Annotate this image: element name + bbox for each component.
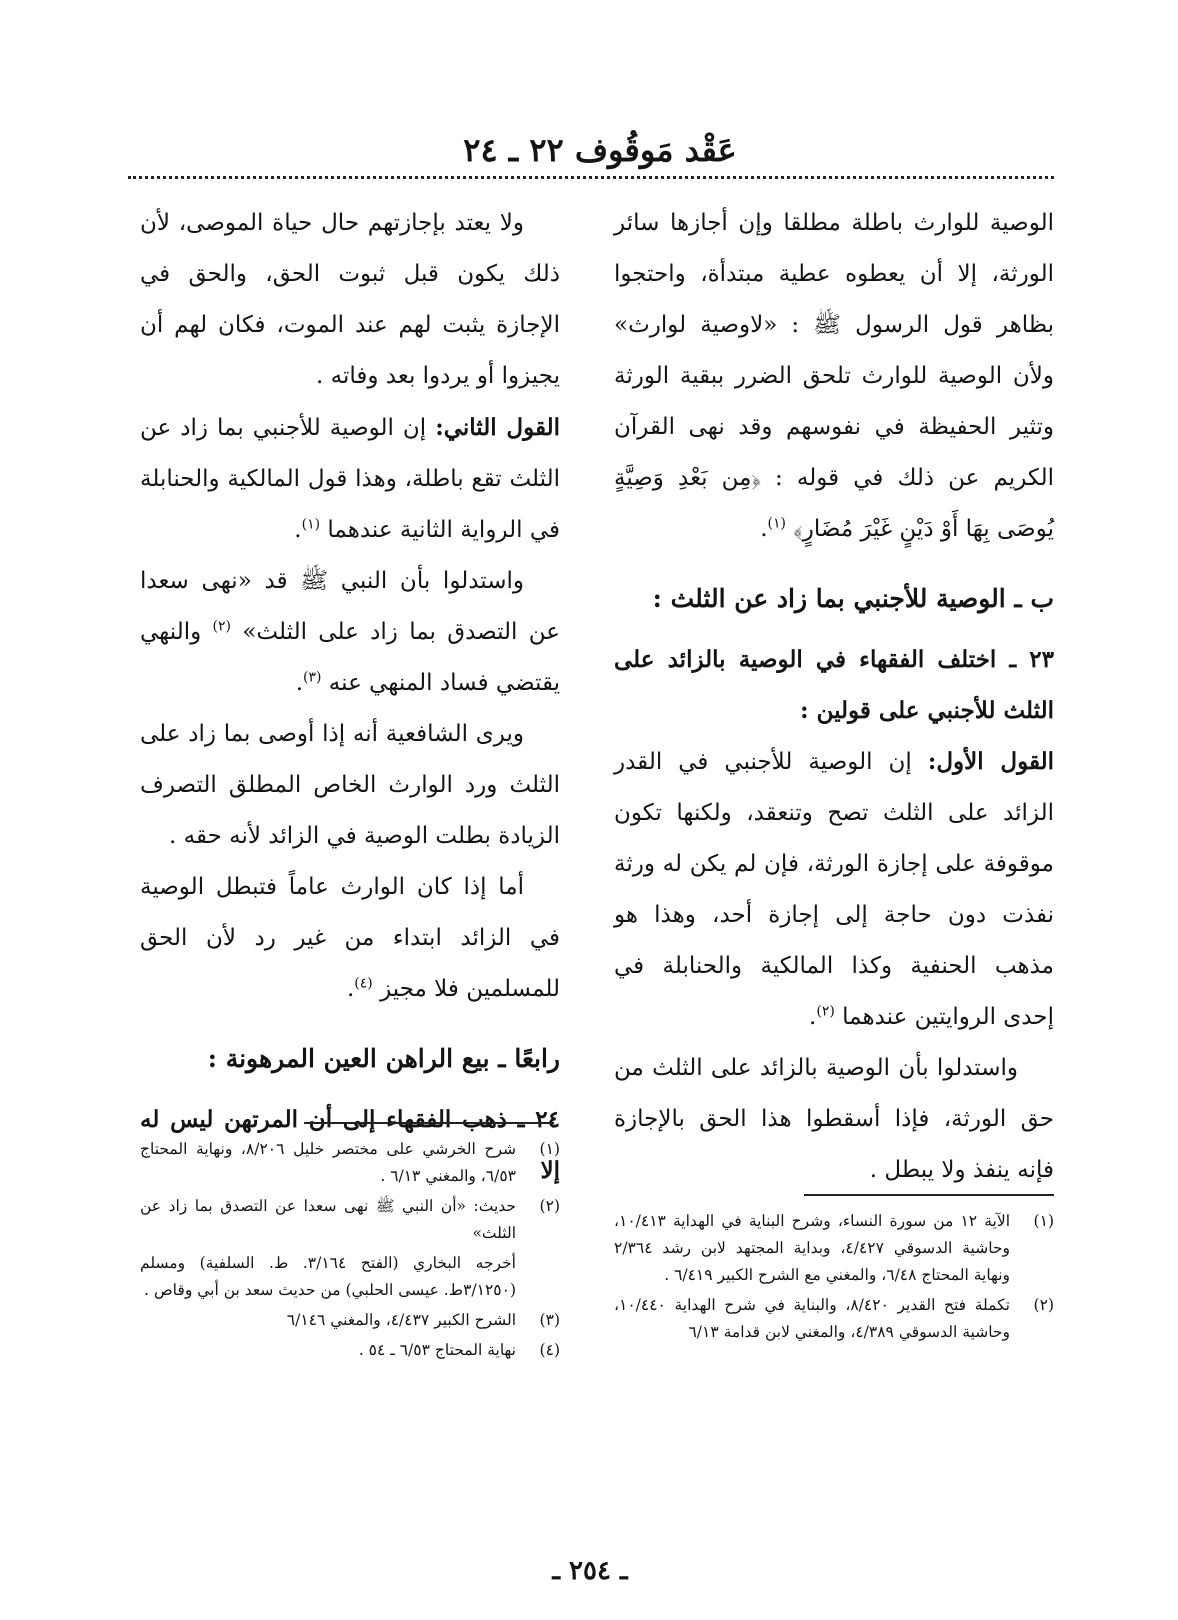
page-header-title: عَقْد مَوقُوف ٢٢ ـ ٢٤ bbox=[463, 131, 737, 169]
footnote-item bbox=[614, 1208, 1054, 1289]
footnotes-right bbox=[614, 1208, 1054, 1349]
paragraph-23-lead: ٢٣ ـ اختلف الفقهاء في الوصية بالزائد على الثلث للأجنبي على قولين : bbox=[614, 646, 1054, 724]
footnote-rule-left bbox=[304, 1122, 554, 1124]
right-paragraph-1 bbox=[614, 198, 1054, 555]
footnote-text: تكملة فتح القدير ٨/٤٢٠، والبناية في شرح الهداية ١٠/٤٤٠، وحاشية الدسوقي ٤/٣٨٩، والمغني لابن قدامة ٦/١٣ bbox=[614, 1296, 1010, 1341]
footnote-rule-right bbox=[804, 1194, 1054, 1196]
general-heir-end: . bbox=[346, 976, 355, 1002]
left-paragraph-1: ولا يعتد بإجازتهم حال حياة الموصى، لأن ذلك يكون قبل ثبوت الحق، والحق في الإجازة يثبت لهم عند الموت، فكان لهم أن يجيزوا أو يردوا بعد وفاته . bbox=[140, 210, 560, 389]
footnote-text: نهاية المحتاج ٦/٥٣ ـ ٥٤ . bbox=[358, 1341, 516, 1359]
opinion-2-label: القول الثاني: bbox=[435, 414, 560, 441]
footnote-text: شرح الخرشي على مختصر خليل ٨/٢٠٦، ونهاية المحتاج ٦/٥٣، والمغني ٦/١٣ . bbox=[140, 1140, 516, 1185]
opinion-2-evidence-mid: والنهي يقتضي فساد المنهي عنه bbox=[140, 619, 560, 696]
footnote-text: الآية ١٢ من سورة النساء، وشرح البناية في الهداية ١٠/٤١٣، وحاشية الدسوقي ٤/٤٢٧، وبداية المجتهد لابن رشد ٢/٣٦٤ ونهاية المحتاج ٦/٤٨، والمغني مع الشرح الكبير ٦/٤١٩ . bbox=[614, 1212, 1011, 1284]
footnote-ref: (٣) bbox=[303, 669, 322, 686]
opinion-2-evidence bbox=[140, 556, 560, 709]
shafii-paragraph: ويرى الشافعية أنه إذا أوصى بما زاد على الثلث ورد الوارث الخاص المطلق التصرف الزيادة بطلت الوصية في الزائد لأنه حقه . bbox=[140, 721, 560, 849]
footnote-number: (٢) bbox=[539, 1197, 560, 1215]
footnote-ref: (٤) bbox=[354, 975, 373, 992]
footnote-ref: (١) bbox=[301, 516, 321, 533]
opinion-2-end: . bbox=[294, 517, 302, 543]
footnote-item bbox=[140, 1307, 560, 1334]
footnote-number: (١) bbox=[1033, 1212, 1054, 1230]
footnote-item bbox=[614, 1292, 1054, 1346]
section-heading-4: رابعًا ـ بيع الراهن العين المرهونة : bbox=[207, 1044, 560, 1073]
opinion-2-paragraph bbox=[140, 402, 560, 556]
footnote-ref: (١) bbox=[767, 515, 786, 532]
footnote-number: (١) bbox=[539, 1140, 560, 1158]
opinion-1-evidence: واستدلوا بأن الوصية بالزائد على الثلث من حق الورثة، فإذا أسقطوا هذا الحق بالإجازة فإنه ينفذ ولا يبطل . bbox=[614, 1055, 1054, 1183]
section-heading-b: ب ـ الوصية للأجنبي بما زاد عن الثلث : bbox=[652, 584, 1054, 613]
opinion-2-evidence-end: . bbox=[295, 670, 304, 696]
paragraph-24-lead: ٢٤ ـ ذهب الفقهاء إلى أن المرتهن ليس له إلا bbox=[140, 1106, 560, 1184]
general-heir-paragraph bbox=[140, 862, 560, 1015]
right-paragraph-1-text: الوصية للوارث باطلة مطلقا وإن أجازها سائر الورثة، إلا أن يعطوه عطية مبتدأة، واحتجوا بظاهر قول الرسول ﷺ : «لاوصية لوارث» ولأن الوصية للوارث تلحق الضرر ببقية الورثة وتثير الحفيظة في نفوسهم وقد نهى القرآن الكريم عن ذلك في قوله : ﴿مِن بَعْدِ وَصِيَّةٍ يُوصَى بِهَا أَوْ دَيْنٍ غَيْرَ مُضَارٍ﴾ bbox=[614, 210, 1054, 542]
right-column bbox=[614, 198, 1054, 1196]
footnote-text: حديث: «أن النبي ﷺ نهى سعدا عن التصدق بما زاد عن الثلث» bbox=[140, 1197, 516, 1242]
footnote-text: الشرح الكبير ٤/٤٣٧، والمغني ٦/١٤٦ bbox=[286, 1311, 516, 1329]
footnote-ref: (٢) bbox=[212, 618, 232, 635]
footnote-item bbox=[140, 1250, 560, 1304]
footnote-item bbox=[140, 1337, 560, 1364]
opinion-1-end: . bbox=[809, 1004, 817, 1030]
footnote-number bbox=[516, 1250, 560, 1304]
footnote-item bbox=[140, 1136, 560, 1190]
right-paragraph-1-end: . bbox=[760, 516, 768, 542]
footnote-number: (٣) bbox=[539, 1311, 560, 1329]
header-dotted-rule bbox=[128, 176, 1054, 179]
footnote-text: أخرجه البخاري (الفتح ٣/١٦٤. ط. السلفية) ومسلم (٣/١٢٥٠ط. عيسى الحلبي) من حديث سعد بن أبي وقاص . bbox=[140, 1254, 516, 1299]
opinion-2-evidence-text: واستدلوا بأن النبي ﷺ قد «نهى سعدا عن التصدق بما زاد على الثلث» bbox=[140, 568, 560, 645]
general-heir-text: أما إذا كان الوارث عاماً فتبطل الوصية في الزائد ابتداء من غير رد لأن الحق للمسلمين فلا مجيز bbox=[140, 874, 560, 1002]
page-number: ـ ٢٥٤ ـ bbox=[552, 1556, 628, 1586]
opinion-1-label: القول الأول: bbox=[927, 748, 1055, 775]
opinion-2-text: إن الوصية للأجنبي بما زاد عن الثلث تقع باطلة، وهذا قول المالكية والحنابلة في الرواية الثانية عندهما bbox=[140, 415, 560, 543]
footnote-ref: (٢) bbox=[816, 1003, 835, 1020]
opinion-1-paragraph bbox=[614, 736, 1054, 1043]
footnote-item bbox=[140, 1193, 560, 1247]
opinion-1-text: إن الوصية للأجنبي في القدر الزائد على الثلث تصح وتنعقد، ولكنها تكون موقوفة على إجازة الورثة، فإن لم يكن له ورثة نفذت دون حاجة إلى إجازة أحد، وهذا هو مذهب الحنفية وكذا المالكية والحنابلة في إحدى الروايتين عندهما bbox=[614, 749, 1054, 1030]
footnotes-left bbox=[140, 1136, 560, 1367]
footnote-number: (٤) bbox=[539, 1341, 560, 1359]
footnote-number: (٢) bbox=[1033, 1296, 1054, 1314]
left-column bbox=[140, 198, 560, 1196]
